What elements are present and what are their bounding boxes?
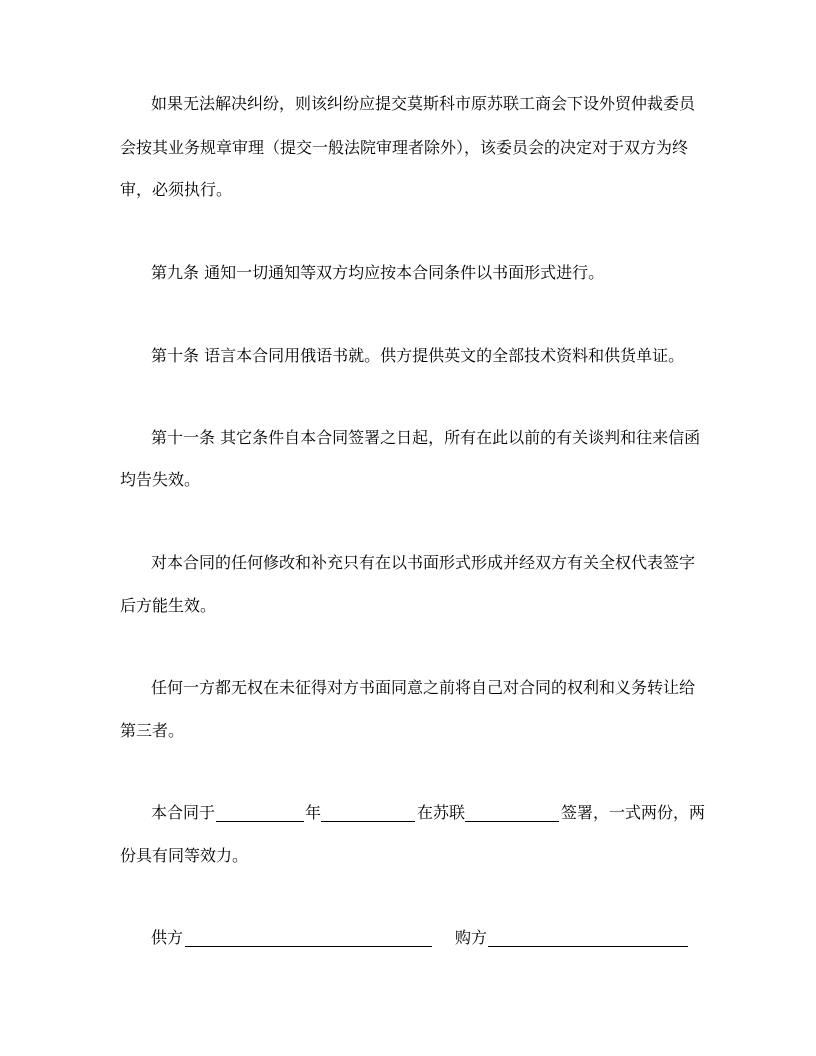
supplier-signature-blank[interactable]	[185, 928, 432, 947]
blank-date[interactable]	[216, 803, 304, 822]
buyer-signature-blank[interactable]	[488, 928, 688, 947]
blank-year[interactable]	[321, 803, 415, 822]
blank-place[interactable]	[465, 803, 559, 822]
document-page: 如果无法解决纠纷，则该纠纷应提交莫斯科市原苏联工商会下设外贸仲裁委员 会按其业务规章审理（提交一般法院审理者除外），该委员会的决定对于双方为终 审，必须执行。 第九条 通知一切通知等双方均应按本合同条件以书面形式进行。 第十条 语言本合同用俄语书就。供方提供英文的全部技术资料和供货单证。 第十一条 其它条件自本合同签署之日起，所有在此以前的有关谈判和往来信函 均告失效。 对本合同的任何修改和补充只有在以书面形式形成并经双方有关全权代表签字 后方能生效。 任何一方都无权在未征得对方书面同意之前将自己对合同的权利和义务转让给 第三者。 本合同于 年 在苏联 签署，一式两份，两 份具有同等效力。 供方 购方	[120, 94, 706, 947]
buyer-label: 购方	[455, 928, 488, 947]
supplier-label: 供方	[151, 928, 184, 947]
